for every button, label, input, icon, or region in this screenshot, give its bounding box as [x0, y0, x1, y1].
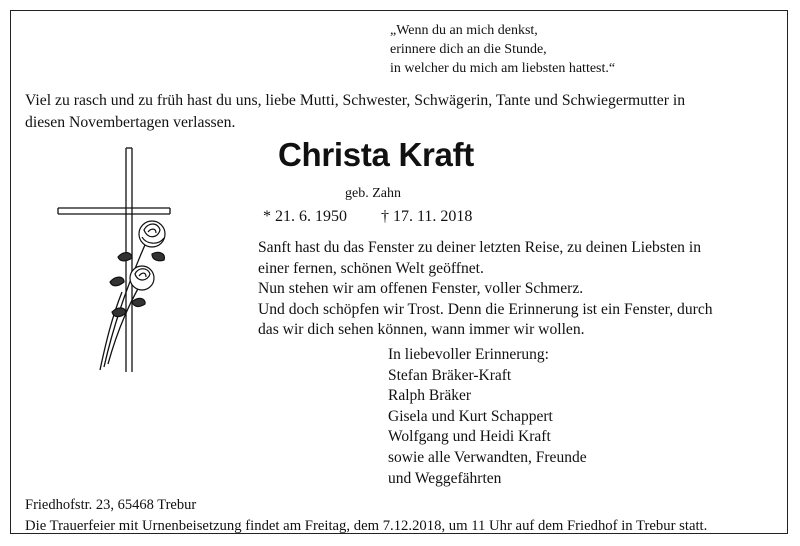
intro-line: Viel zu rasch und zu früh hast du uns, liebe Mutti, Schwester, Schwägerin, Tante und Schwiegermutter in: [25, 92, 686, 109]
birth-date: * 21. 6. 1950: [263, 208, 347, 225]
mourner-name: sowie alle Verwandten, Freunde: [388, 448, 587, 466]
quote-line: in welcher du mich am liebsten hattest.“: [390, 61, 616, 76]
mourners-list: [388, 345, 587, 489]
epigraph-quote: [390, 21, 615, 78]
quote-line: erinnere dich an die Stunde,: [390, 42, 547, 57]
maiden-name: geb. Zahn: [345, 186, 401, 201]
verse-text: [258, 238, 713, 341]
life-dates: [263, 206, 472, 227]
death-date: † 17. 11. 2018: [381, 208, 473, 225]
verse-line: einer fernen, schönen Welt geöffnet.: [258, 259, 484, 277]
verse-line: Und doch schöpfen wir Trost. Denn die Erinnerung ist ein Fenster, durch: [258, 300, 713, 318]
quote-line: „Wenn du an mich denkst,: [390, 23, 538, 38]
ceremony-notice: Die Trauerfeier mit Urnenbeisetzung findet am Freitag, dem 7.12.2018, um 11 Uhr auf dem Friedhof in Trebur statt.: [25, 518, 708, 534]
mourner-name: Ralph Bräker: [388, 387, 472, 405]
intro-line: diesen Novembertagen verlassen.: [25, 113, 236, 131]
deceased-name: Christa Kraft: [278, 136, 474, 173]
cross-with-roses-icon: [52, 142, 172, 383]
intro-text: [25, 90, 685, 133]
mourner-name: Stefan Bräker-Kraft: [388, 366, 512, 384]
mourners-heading: In liebevoller Erinnerung:: [388, 346, 549, 363]
mourner-name: Gisela und Kurt Schappert: [388, 407, 553, 425]
mourner-name: und Weggefährten: [388, 469, 502, 487]
mourner-name: Wolfgang und Heidi Kraft: [388, 428, 551, 446]
verse-line: das wir dich sehen können, wann immer wir wollen.: [258, 321, 585, 338]
verse-line: Nun stehen wir am offenen Fenster, voller Schmerz.: [258, 280, 584, 297]
address: Friedhofstr. 23, 65468 Trebur: [25, 497, 197, 513]
verse-line: Sanft hast du das Fenster zu deiner letzten Reise, zu deinen Liebsten in: [258, 239, 701, 256]
